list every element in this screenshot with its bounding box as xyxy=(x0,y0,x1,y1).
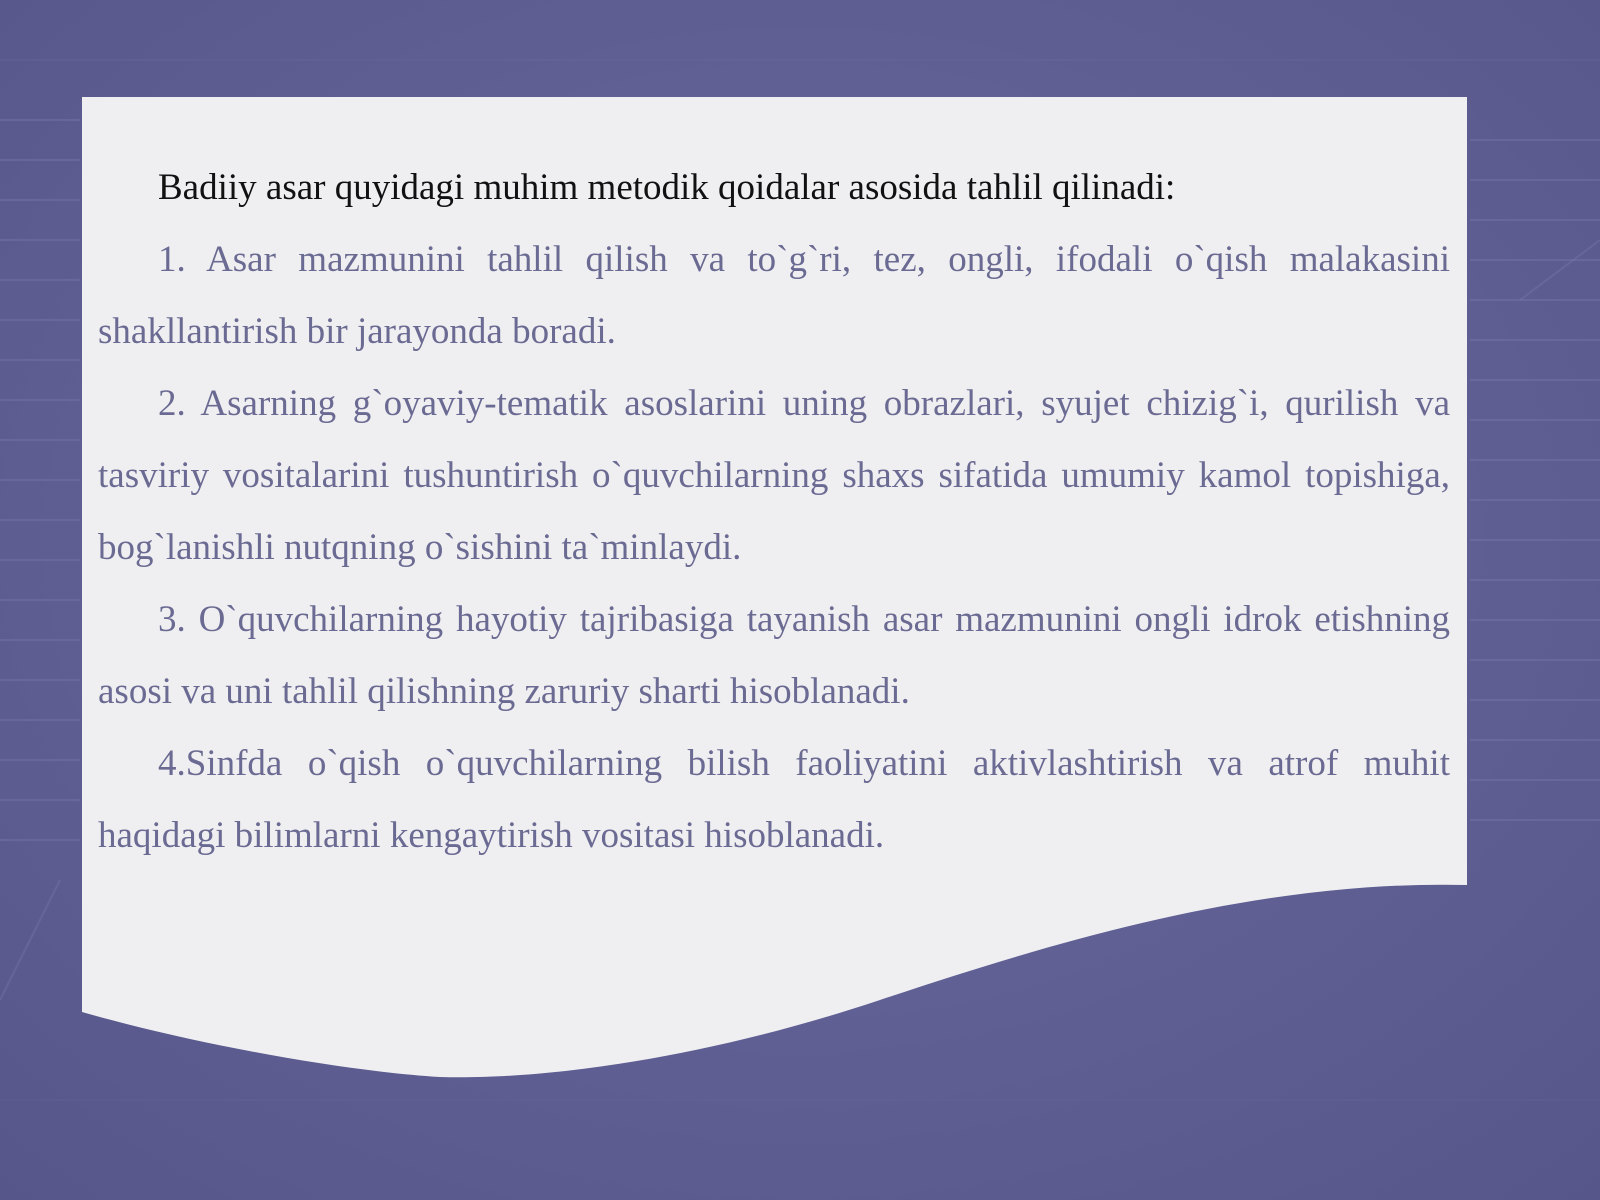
slide-heading: Badiiy asar quyidagi muhim metodik qoidalar asosida tahlil qilinadi: xyxy=(158,167,1176,208)
rule-paragraph-4: 4.Sinfda o`qish o`quvchilarning bilish faoliyatini aktivlashtirish va atrof muhit haqidagi bilimlarni kengaytirish vositasi hisoblanadi. xyxy=(98,743,1450,856)
rule-paragraph-1: 1. Asar mazmunini tahlil qilish va to`g`ri, tez, ongli, ifodali o`qish malakasini shakllantirish bir jarayonda boradi. xyxy=(98,239,1450,352)
slide-text xyxy=(98,152,1450,872)
rule-paragraph-2: 2. Asarning g`oyaviy-tematik asoslarini uning obrazlari, syujet chizig`i, qurilish va tasviriy vositalarini tushuntirish o`quvchilarning shaxs sifatida umumiy kamol topishiga, bog`lanishli nutqning o`sishini ta`minlaydi. xyxy=(98,383,1450,568)
rule-paragraph-3: 3. O`quvchilarning hayotiy tajribasiga tayanish asar mazmunini ongli idrok etishning asosi va uni tahlil qilishning zaruriy sharti hisoblanadi. xyxy=(98,599,1450,712)
